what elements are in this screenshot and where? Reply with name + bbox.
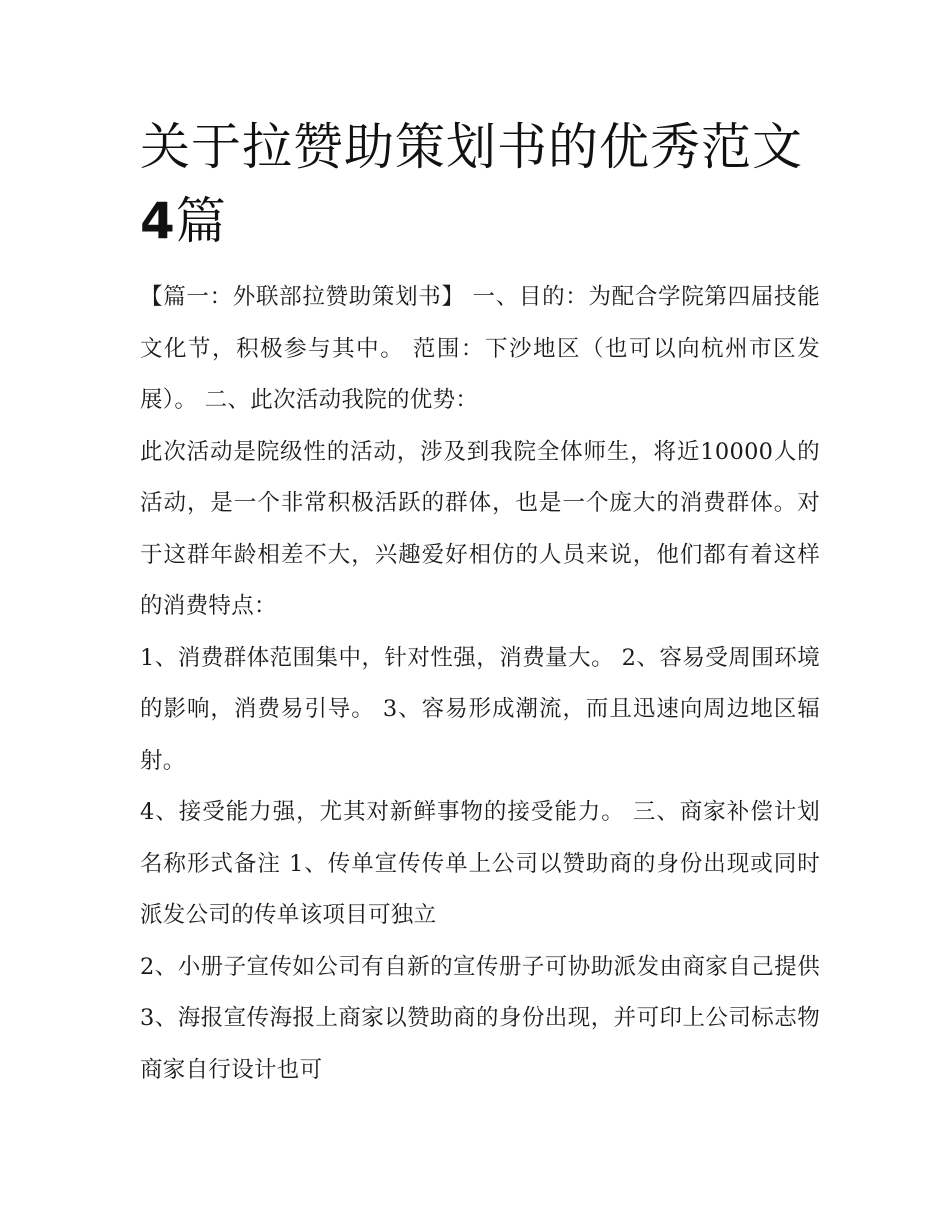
document-title xyxy=(140,110,820,258)
paragraph: 2、小册子宣传如公司有自新的宣传册子可协助派发由商家自己提供 3、海报宣传海报上商家以赞助商的身份出现，并可印上公司标志物商家自行设计也可 xyxy=(140,953,820,1083)
title-suffix: 篇 xyxy=(175,192,227,250)
document-body xyxy=(140,272,820,1096)
paragraph: 此次活动是院级性的活动，涉及到我院全体师生，将近10000人的活动，是一个非常积极活跃的群体，也是一个庞大的消费群体。对于这群年龄相差不大，兴趣爱好相仿的人员来说，他们都有着这样的消费特点： xyxy=(140,438,820,619)
paragraph: 4、接受能力强，尤其对新鲜事物的接受能力。 三、商家补偿计划 名称形式备注 1、传单宣传传单上公司以赞助商的身份出现或同时派发公司的传单该项目可独立 xyxy=(140,799,820,928)
paragraph: 1、消费群体范围集中，针对性强，消费量大。 2、容易受周围环境的影响，消费易引导。 3、容易形成潮流，而且迅速向周边地区辐射。 xyxy=(140,644,820,774)
title-number: 4 xyxy=(140,192,176,250)
title-text: 关于拉赞助策划书的优秀范文 xyxy=(140,118,803,176)
document-page xyxy=(140,110,820,1096)
paragraph: 【篇一：外联部拉赞助策划书】 一、目的：为配合学院第四届技能文化节，积极参与其中。 范围：下沙地区（也可以向杭州市区发展）。 二、此次活动我院的优势： xyxy=(140,284,820,413)
